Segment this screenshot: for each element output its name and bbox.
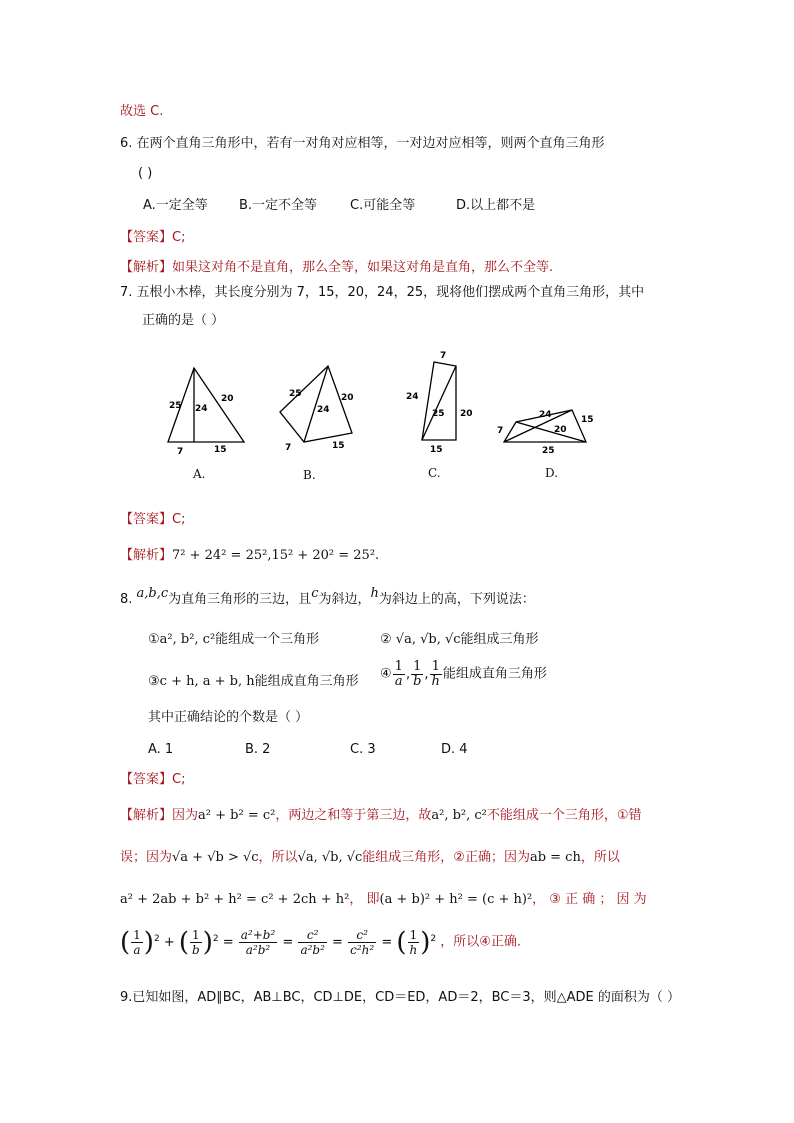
answer-label: 【答案】 (120, 772, 173, 787)
analysis-text: 因为 (172, 808, 199, 823)
q7-stem-line2: 正确的是（ ） (142, 313, 225, 328)
math-variables: a,b,c (136, 586, 169, 601)
figure-label: 24 (406, 392, 419, 402)
q8-item-2 (380, 632, 539, 648)
q7-figure-b (272, 360, 362, 460)
q7-figure-a-caption: A. (193, 467, 206, 481)
fraction-1-over-h: $\frac{1}{h}$ (431, 659, 440, 689)
question-number: 8. (120, 592, 133, 607)
figure-label: 15 (430, 445, 443, 455)
stem-text: 为斜边上的高，下列说法： (378, 592, 535, 607)
item-text: 能组成一个三角形 (215, 632, 320, 647)
analysis-label: 【解析】 (120, 548, 173, 563)
figure-label: 7 (497, 426, 504, 436)
analysis-formula: a² + b² = c² (198, 808, 276, 823)
item-text: 能组成三角形 (460, 632, 539, 647)
figure-label: 25 (432, 409, 445, 419)
q8-answer (120, 772, 185, 788)
figure-label: 24 (317, 405, 330, 415)
q6-answer (120, 230, 185, 246)
q8-analysis-line-3 (120, 892, 647, 908)
figure-label: 25 (169, 401, 182, 411)
analysis-text: ，所以④正确. (440, 934, 522, 950)
q6-paren: ( ) (138, 166, 153, 181)
analysis-text: ，所以 (580, 850, 620, 865)
q6-option-c: C.可能全等 (350, 198, 416, 213)
q8-option-d: D. 4 (441, 742, 468, 757)
item-text: 能组成直角三角形 (442, 666, 547, 682)
answer-value: C; (172, 230, 186, 245)
answer-value: C; (172, 512, 186, 527)
analysis-text: 如果这对角不是直角，那么全等，如果这对角是直角，那么不全等. (172, 260, 554, 275)
figure-label: 15 (332, 441, 345, 451)
q7-figure-b-caption: B. (303, 468, 316, 482)
figure-label: 20 (460, 409, 473, 419)
q8-question: 其中正确结论的个数是（ ） (148, 710, 309, 725)
analysis-text: ，两边之和等于第三边，故 (275, 808, 432, 823)
math-variable: c (311, 586, 319, 601)
q8-option-c: C. 3 (350, 742, 376, 757)
q8-stem (120, 586, 535, 608)
figure-label: 20 (554, 425, 567, 435)
q8-option-b: B. 2 (245, 742, 271, 757)
stem-text: 为直角三角形的三边，且 (168, 592, 312, 607)
fraction-1-over-a: $\frac{1}{a}$ (394, 659, 403, 689)
figure-label: 20 (341, 393, 354, 403)
q7-answer (120, 512, 185, 528)
q8-analysis-line-1 (120, 808, 642, 824)
q5-conclusion: 故选 C. (120, 104, 164, 119)
math-variable: h (370, 586, 379, 601)
q6-option-a: A.一定全等 (143, 198, 208, 213)
q8-item-3 (148, 674, 359, 690)
equals-sign: = (381, 935, 393, 950)
analysis-formula: ab = ch (529, 850, 581, 865)
q6-option-b: B.一定不全等 (239, 198, 318, 213)
q7-analysis (120, 548, 379, 564)
figure-label: 15 (581, 415, 594, 425)
q7-figure-a (160, 360, 250, 460)
q6-analysis (120, 260, 553, 276)
figure-label: 25 (289, 389, 302, 399)
analysis-text: 能组成三角形，②正确；因为 (362, 850, 530, 865)
analysis-text: ， ③ 正 确 ； 因 为 (532, 892, 647, 907)
q9-stem: 9.已知如图，AD∥BC，AB⊥BC，CD⊥DE，CD＝ED，AD＝2，BC＝3，则△ADE 的面积为（ ） (120, 990, 681, 1005)
item-math: ② √a, √b, √c (380, 632, 461, 647)
analysis-formula: 7² + 24² = 25²,15² + 20² = 25². (172, 548, 380, 563)
q7-figure-d (492, 400, 602, 460)
analysis-text: ， 即 (349, 892, 380, 907)
q8-item-1 (148, 632, 319, 648)
analysis-formula: √a, √b, √c (297, 850, 363, 865)
figure-label: 15 (214, 445, 227, 455)
item-math: ①a², b², c² (148, 632, 216, 647)
q8-analysis-line-4 (120, 928, 521, 957)
figure-label: 25 (542, 446, 555, 456)
q7-figure-c (398, 344, 488, 460)
fraction-1-over-b: $\frac{1}{b}$ (413, 659, 422, 689)
figure-label: 24 (195, 404, 208, 414)
analysis-formula: √a + √b > √c (172, 850, 259, 865)
answer-label: 【答案】 (120, 230, 173, 245)
analysis-text: 误；因为 (120, 850, 173, 865)
figure-label: 24 (539, 410, 552, 420)
q6-stem: 6. 在两个直角三角形中，若有一对角对应相等，一对边对应相等，则两个直角三角形 (120, 136, 605, 151)
item-marker: ④ (380, 666, 392, 682)
figure-label: 20 (221, 394, 234, 404)
q8-item-4: ④ $\frac{1}{a}$ , $\frac{1}{b}$ , $\frac{1}{h}$ 能组成直角三角形 (380, 659, 547, 689)
item-math: ③c + h, a + b, h (148, 674, 255, 689)
figure-label: 7 (177, 447, 184, 457)
figure-label: 7 (440, 351, 447, 361)
q7-figure-d-caption: D. (545, 466, 559, 480)
q6-option-d: D.以上都不是 (456, 198, 536, 213)
q7-stem: 7. 五根小木棒，其长度分别为 7，15，20，24，25，现将他们摆成两个直角三角形，其中 (120, 285, 645, 300)
analysis-label: 【解析】 (120, 808, 173, 823)
analysis-text: 不能组成一个三角形，①错 (486, 808, 642, 823)
reciprocal-identity-formula: ( $\frac{1}{a}$ )$^2$ + ( $\frac{1}{b}$ )$^2$ = $\frac{\text{a²+b²}}{\text{a²b²}}$ = $\frac{\text{c²}}{\text{a²b²}}$ = $\frac{\text{c²}}{\text{c²h²}}$ = ( $\frac{1}{h}$ )$^2$ (120, 927, 437, 958)
analysis-formula: a², b², c² (431, 808, 487, 823)
analysis-formula: (a + b)² + h² = (c + h)² (379, 892, 533, 907)
stem-text: 为斜边， (318, 592, 371, 607)
q8-option-a: A. 1 (148, 742, 174, 757)
answer-value: C; (172, 772, 186, 787)
answer-label: 【答案】 (120, 512, 173, 527)
analysis-text: ，所以 (258, 850, 298, 865)
item-text: 能组成直角三角形 (254, 674, 359, 689)
q7-figure-c-caption: C. (428, 466, 441, 480)
analysis-label: 【解析】 (120, 260, 173, 275)
q8-analysis-line-2 (120, 850, 620, 866)
figure-label: 7 (285, 443, 292, 453)
analysis-formula: a² + 2ab + b² + h² = c² + 2ch + h² (120, 892, 350, 907)
